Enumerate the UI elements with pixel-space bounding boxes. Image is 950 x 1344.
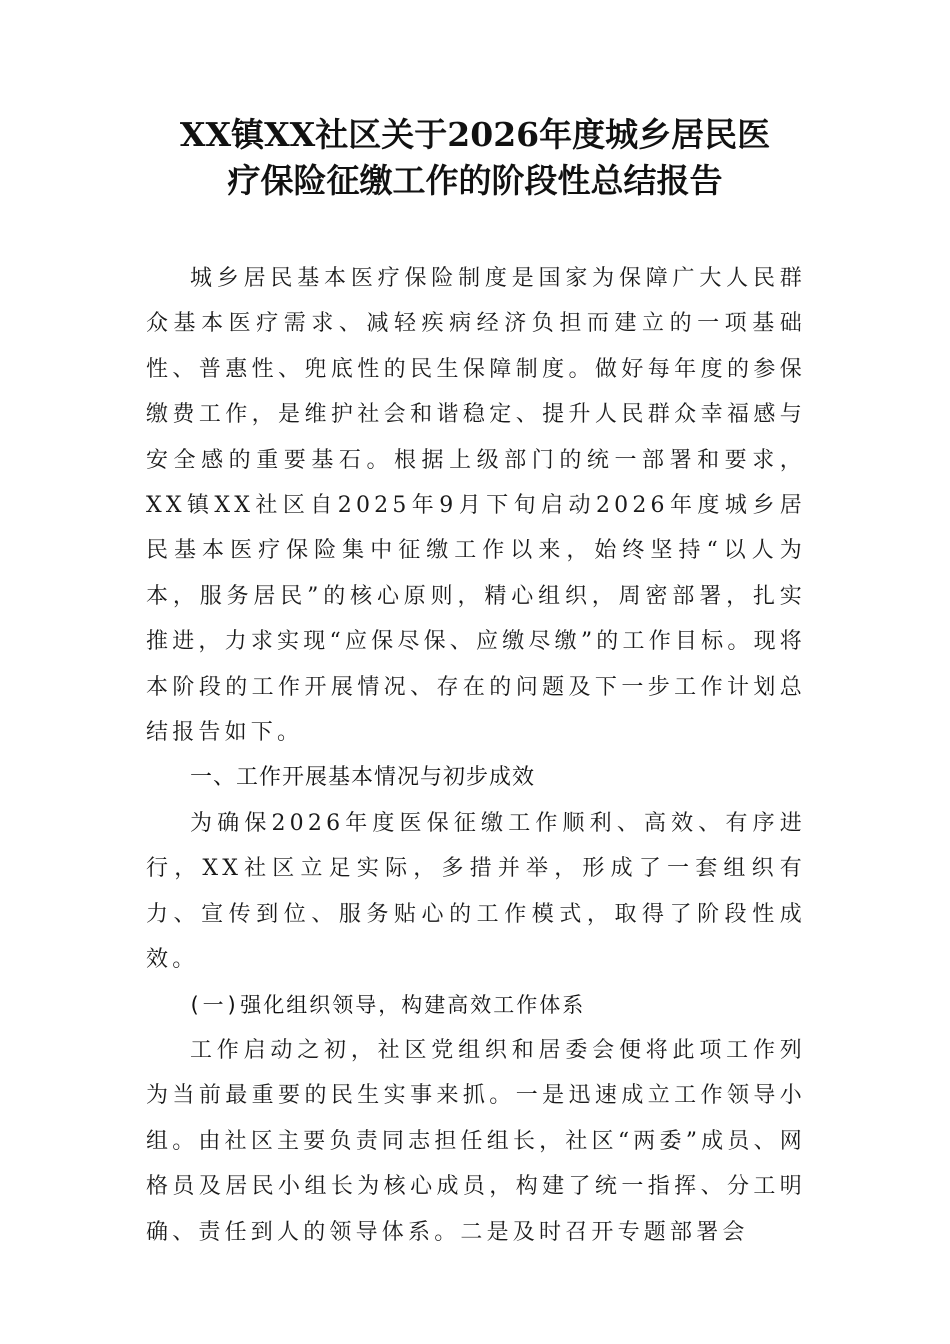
title-line-2: 疗保险征缴工作的阶段性总结报告	[227, 161, 723, 200]
document-body	[146, 256, 806, 1255]
subsection-1-paragraph: 工作启动之初，社区党组织和居委会便将此项工作列为当前最重要的民生实事来抓。一是迅速成立工作领导小组。由社区主要负责同志担任组长，社区“两委”成员、网格员及居民小组长为核心成员，构建了统一指挥、分工明确、责任到人的领导体系。二是及时召开专题部署会	[146, 1037, 806, 1245]
subsection-1-heading: (一)强化组织领导，构建高效工作体系	[188, 992, 586, 1017]
section-1-heading: 一、工作开展基本情况与初步成效	[190, 765, 536, 791]
section-1-paragraph: 为确保2026年度医保征缴工作顺利、高效、有序进行，XX社区立足实际，多措并举，形成了一套组织有力、宣传到位、服务贴心的工作模式，取得了阶段性成效。	[146, 810, 806, 973]
title-line-1: XX镇XX社区关于2026年度城乡居民医	[179, 115, 771, 154]
document-title	[120, 112, 830, 204]
intro-paragraph: 城乡居民基本医疗保险制度是国家为保障广大人民群众基本医疗需求、减轻疾病经济负担而建立的一项基础性、普惠性、兜底性的民生保障制度。做好每年度的参保缴费工作，是维护社会和谐稳定、提升人民群众幸福感与安全感的重要基石。根据上级部门的统一部署和要求，XX镇XX社区自2025年9月下旬启动2026年度城乡居民基本医疗保险集中征缴工作以来，始终坚持“以人为本，服务居民”的核心原则，精心组织，周密部署，扎实推进，力求实现“应保尽保、应缴尽缴”的工作目标。现将本阶段的工作开展情况、存在的问题及下一步工作计划总结报告如下。	[146, 266, 806, 746]
